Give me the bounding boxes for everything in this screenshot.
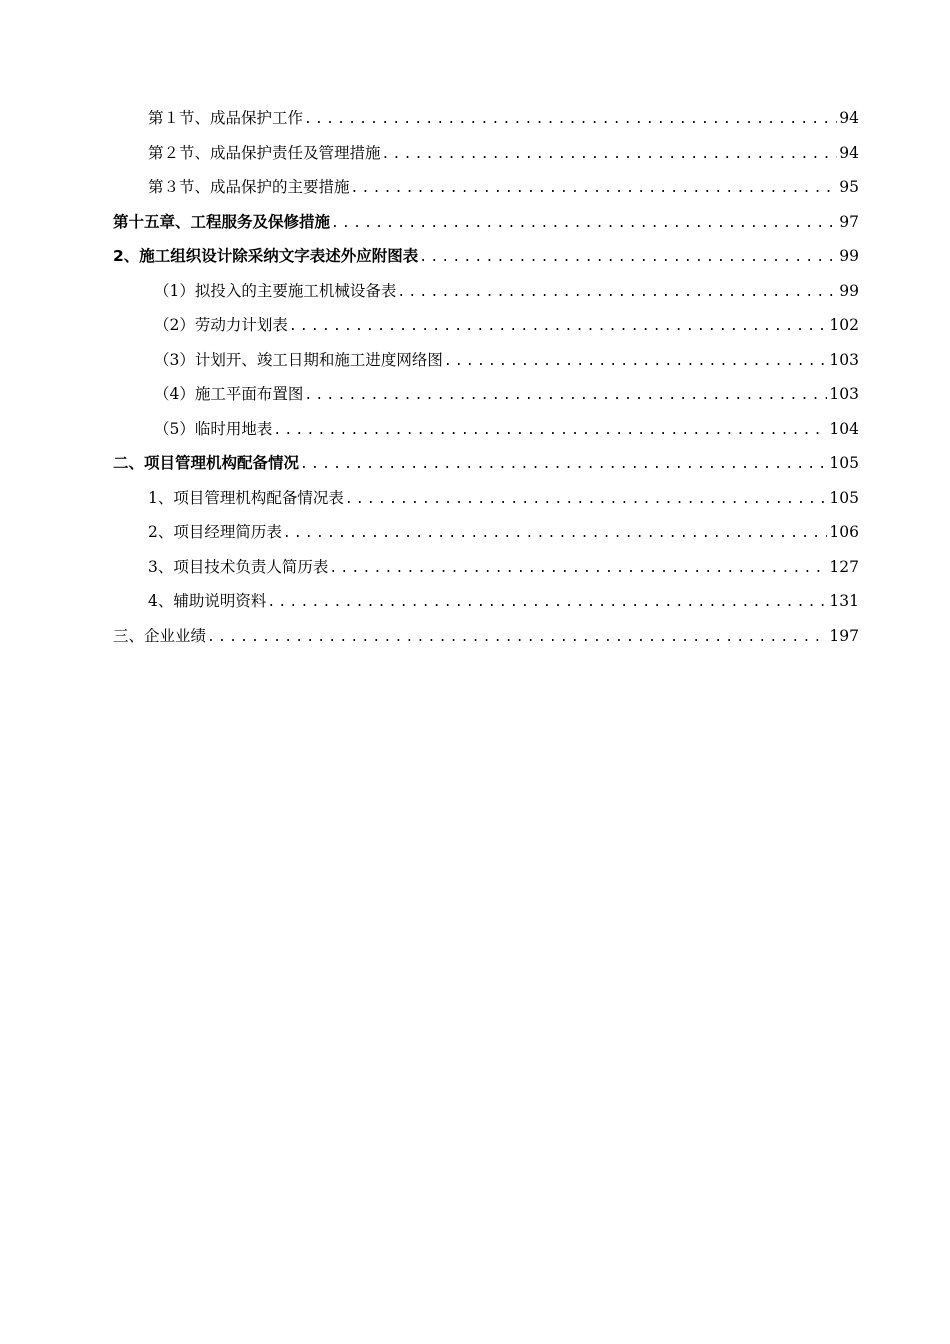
toc-entry[interactable]	[113, 619, 859, 654]
toc-page-number: 106	[829, 523, 859, 541]
toc-page-number: 104	[829, 419, 859, 438]
toc-entry[interactable]	[113, 481, 859, 516]
toc-dot-leader	[267, 586, 827, 621]
toc-entry[interactable]	[113, 446, 859, 481]
toc-page-number: 95	[839, 178, 859, 196]
toc-entry[interactable]	[113, 515, 859, 550]
toc-page-number: 131	[829, 592, 859, 610]
table-of-contents	[113, 101, 859, 653]
toc-entry[interactable]	[113, 377, 859, 412]
toc-dot-leader	[382, 138, 838, 173]
toc-dot-leader	[289, 310, 828, 345]
toc-dot-leader	[273, 414, 827, 449]
toc-entry-title: 1、项目管理机构配备情况表	[148, 488, 344, 507]
toc-entry[interactable]	[113, 584, 859, 619]
toc-dot-leader	[351, 172, 838, 207]
toc-page-number: 197	[829, 626, 859, 645]
toc-dot-leader	[329, 552, 827, 587]
toc-entry[interactable]	[113, 308, 859, 343]
toc-entry[interactable]	[113, 274, 859, 309]
toc-entry[interactable]	[113, 239, 859, 274]
toc-entry-title: 4、辅助说明资料	[148, 592, 267, 610]
toc-entry-title: 2、项目经理简历表	[148, 523, 282, 541]
toc-entry-title: 3、项目技术负责人简历表	[148, 557, 329, 576]
toc-dot-leader	[207, 621, 827, 656]
toc-entry-title: 第３节、成品保护的主要措施	[148, 178, 350, 196]
toc-entry-title: （5）临时用地表	[154, 419, 273, 438]
toc-page-number: 99	[839, 281, 859, 300]
toc-entry-title: 第十五章、工程服务及保修措施	[113, 212, 331, 231]
toc-dot-leader	[345, 483, 828, 518]
toc-page-number: 94	[839, 109, 859, 127]
toc-entry[interactable]	[113, 101, 859, 136]
toc-entry-title: （2）劳动力计划表	[154, 316, 288, 334]
toc-entry-title: （1）拟投入的主要施工机械设备表	[154, 281, 397, 300]
toc-entry-title: 二、项目管理机构配备情况	[113, 454, 300, 472]
toc-page-number: 94	[839, 143, 859, 162]
toc-dot-leader	[331, 207, 837, 242]
toc-entry-title: 三、企业业绩	[113, 626, 207, 645]
toc-entry-title: （4）施工平面布置图	[154, 385, 304, 403]
toc-page-number: 103	[829, 385, 859, 403]
toc-entry-title: 第１节、成品保护工作	[148, 109, 304, 127]
toc-page-number: 99	[839, 247, 859, 265]
toc-dot-leader	[444, 345, 828, 380]
toc-entry[interactable]	[113, 170, 859, 205]
toc-page-number: 102	[829, 316, 859, 334]
toc-entry-title: 第２节、成品保护责任及管理措施	[148, 143, 381, 162]
toc-entry-title: （3）计划开、竣工日期和施工进度网络图	[154, 350, 443, 369]
toc-entry[interactable]	[113, 550, 859, 585]
toc-dot-leader	[397, 276, 837, 311]
toc-dot-leader	[419, 241, 837, 276]
toc-entry[interactable]	[113, 136, 859, 171]
toc-page-number: 105	[829, 454, 859, 472]
toc-entry[interactable]	[113, 412, 859, 447]
toc-dot-leader	[304, 103, 837, 138]
toc-dot-leader	[304, 379, 827, 414]
toc-dot-leader	[283, 517, 828, 552]
toc-page-number: 105	[829, 488, 859, 507]
toc-entry[interactable]	[113, 343, 859, 378]
toc-entry[interactable]	[113, 205, 859, 240]
toc-page-number: 103	[829, 350, 859, 369]
toc-page-number: 97	[839, 212, 859, 231]
toc-dot-leader	[300, 448, 827, 483]
toc-entry-title: 2、施工组织设计除采纳文字表述外应附图表	[113, 247, 419, 265]
toc-page-number: 127	[829, 557, 859, 576]
